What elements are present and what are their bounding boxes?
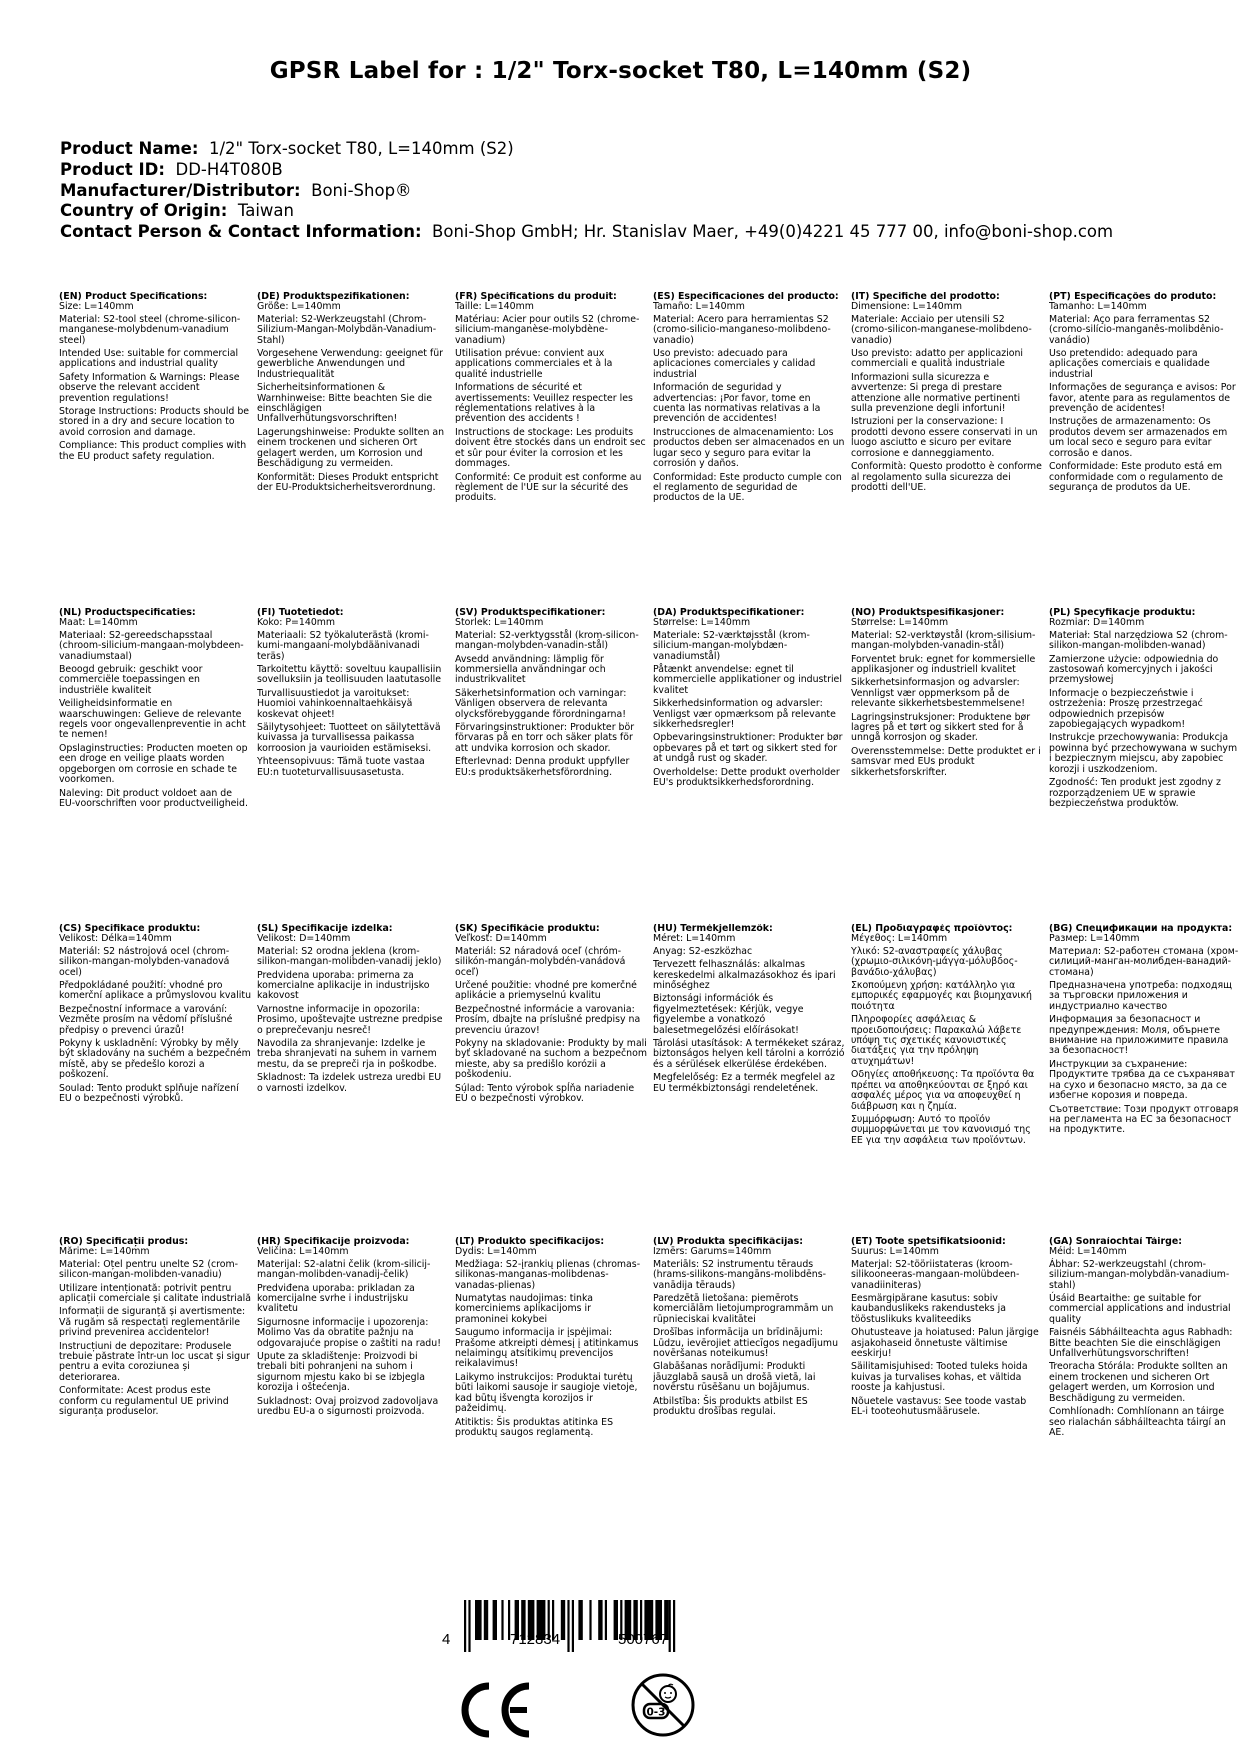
spec-line: Biztonsági információk és figyelmeztetések: Kérjük, vegye figyelembe a vonatkozó balesetmegelőzési előírásokat! (653, 993, 804, 1036)
label-title: GPSR Label for : 1/2" Torx-socket T80, L=140mm (S2) (269, 58, 972, 84)
barcode-bar (673, 1600, 675, 1652)
spec-section (1049, 608, 1241, 924)
spec-section (653, 924, 851, 1237)
spec-line: Informații de siguranță și avertismente: Vă rugăm să respectați reglementările privind prevenirea accidentelor! (59, 1306, 246, 1339)
barcode-bar (598, 1600, 602, 1640)
spec-size: Размер: L=140mm (1049, 933, 1140, 945)
spec-line: Navodila za shranjevanje: Izdelke je treba shranjevati na suhem in varnem mestu, da se prepreči rja in poškodbe. (257, 1038, 437, 1070)
spec-line: Anyag: S2-eszközhac (653, 945, 753, 957)
spec-heading: (HU) Termékjellemzők: (653, 924, 773, 934)
spec-section (851, 608, 1049, 924)
spec-line: Υλικό: S2-αναστραφείς χάλυβας (χρωμιο-σιλικόνη-μάγγα-μόλυβδος-βανάδιο-χάλυβας) (851, 945, 1018, 978)
barcode-right-digits: 500767 (618, 1631, 669, 1648)
spec-heading: (FI) Tuotetiedot: (257, 608, 344, 618)
spec-line: Instructions de stockage: Les produits doivent être stockés dans un endroit sec et sûr pour éviter la corrosion et les dommages. (455, 426, 646, 470)
spec-line: Conformidad: Este producto cumple con el reglamento de seguridad de productos de la UE. (653, 471, 842, 504)
spec-section (851, 1237, 1049, 1537)
spec-line: Beoogd gebruik: geschikt voor commerciële toepassingen en industriële kwaliteit (59, 664, 203, 696)
spec-line: Drošības informācija un brīdinājumi: Lūdzu, ievērojiet attiecīgos negadījumu novēršanas noteikumus! (653, 1327, 839, 1360)
spec-size: Size: L=140mm (59, 301, 134, 313)
spec-line: Material: S2-Werkzeugstahl (Chrom-Silizium-Mangan-Molybdän-Vanadium-Stahl) (257, 313, 437, 346)
barcode-bar (589, 1600, 591, 1640)
spec-line: Compliance: This product complies with the EU product safety regulation. (59, 440, 247, 462)
spec-line: Predviđena uporaba: prikladan za komercijalne svrhe i industrijsku kvalitetu (257, 1282, 415, 1315)
spec-line: Informazioni sulla sicurezza e avvertenze: Si prega di prestare attenzione alle normative pertinenti sulla prevenzione degli infortuni! (851, 371, 1021, 415)
spec-section (653, 1237, 851, 1537)
spec-line: Medžiaga: S2-įrankių plienas (chromas-silikonas-manganas-molibdenas-vanadas-plienas) (455, 1258, 641, 1291)
spec-line: Zamierzone użycie: odpowiednia do zastosowań komercyjnych i jakości przemysłowej (1049, 653, 1219, 686)
spec-line: Naleving: Dit product voldoet aan de EU-voorschriften voor productveiligheid. (59, 787, 248, 809)
spec-line: Veiligheidsinformatie en waarschuwingen: Gelieve de relevante regels voor ongevallenpreventie in acht te nemen! (59, 698, 246, 741)
spec-line: Instrucciones de almacenamiento: Los productos deben ser almacenados en un lugar seco y seguro para evitar la corrosión y daños. (653, 426, 845, 470)
spec-line: Avsedd användning: lämplig för kommersiella användningar och industrikvalitet (455, 653, 606, 686)
barcode-bar (669, 1600, 671, 1652)
spec-line: Pokyny na skladovanie: Produkty by mali byť skladované na suchom a bezpečnom mieste, aby sa predišlo korózii a poškodeniu. (455, 1038, 647, 1081)
spec-line: Информация за безопасност и предупреждения: Моля, обърнете внимание на приложимите правила за безопасност! (1049, 1014, 1229, 1057)
spec-line: Material: Acero para herramientas S2 (cromo-silicio-manganeso-molibdeno-vanadio) (653, 313, 831, 346)
spec-line: Säilytysohjeet: Tuotteet on säilytettävä kuivassa ja turvallisessa paikassa korroosion ja vaurioiden estämiseksi. (257, 722, 441, 754)
spec-line: Atbilstība: Šis produkts atbilst ES produktu drošības regulai. (653, 1395, 808, 1418)
spec-size: Taille: L=140mm (455, 301, 534, 313)
spec-heading: (NO) Produktspesifikasjoner: (851, 608, 1005, 618)
spec-size: Koko: P=140mm (257, 617, 336, 629)
spec-line: Faisnéis Sábháilteachta agus Rabhadh: Bitte beachten Sie die einschlägigen Unfallverhütungsvorschriften! (1049, 1327, 1233, 1360)
spec-size: Veličina: L=140mm (257, 1246, 349, 1258)
spec-line: Istruzioni per la conservazione: I prodotti devono essere conservati in un luogo asciutto e sicuro per evitare corrosione e danneggiamento. (851, 416, 1038, 459)
spec-line: Vorgesehene Verwendung: geeignet für gewerbliche Anwendungen und Industriequalität (257, 348, 443, 380)
spec-line: Úsáid Beartaithe: ge suitable for commercial applications and industrial quality (1049, 1293, 1231, 1325)
spec-heading: (BG) Спецификации на продукта: (1049, 924, 1233, 934)
spec-line: Materiale: S2-værktøjsstål (krom-silicium-mangan-molybdæn-vanadiumstål) (653, 629, 810, 662)
barcode-bar (561, 1600, 565, 1640)
spec-section (455, 924, 653, 1237)
spec-heading: (CS) Specifikace produktu: (59, 924, 201, 934)
spec-line: Förvaringsinstruktioner: Produkter bör förvaras på en torr och säker plats för att undvika korrosion och skador. (455, 722, 635, 754)
spec-line: Ohutusteave ja hoiatused: Palun järgige asjakohaseid õnnetuste vältimise eeskirju! (851, 1327, 1039, 1360)
info-value: 1/2" Torx-socket T80, L=140mm (S2) (208, 139, 514, 158)
spec-line: Bezpečnostní informace a varování: Vezměte prosím na vědomí příslušné předpisy o prevenci úrazů! (59, 1003, 233, 1036)
barcode-bar (468, 1600, 470, 1652)
spec-heading: (ES) Especificaciones del producto: (653, 292, 839, 302)
spec-line: Σκοπούμενη χρήση: κατάλληλο για εμπορικές εφαρμογές και βιομηχανική ποιότητα (851, 980, 1032, 1012)
spec-line: Påtænkt anvendelse: egnet til kommercielle applikationer og industriel kvalitet (653, 664, 842, 696)
barcode-left-digits: 712834 (510, 1631, 561, 1648)
spec-line: Soulad: Tento produkt splňuje nařízení EU o bezpečnosti výrobků. (59, 1082, 239, 1105)
barcode-bar (578, 1600, 582, 1640)
spec-line: Materijal: S2-alatni čelik (krom-silicij-mangan-molibden-vanadij-čelik) (257, 1258, 431, 1281)
contact-row (60, 222, 1113, 243)
manufacturer-row (60, 181, 1113, 202)
spec-line: Megfelelőség: Ez a termék megfelel az EU termékbiztonsági rendeletének. (653, 1072, 835, 1094)
spec-heading: (ET) Toote spetsifikatsioonid: (851, 1237, 1006, 1247)
spec-heading: (SK) Špecifikácie produktu: (455, 924, 600, 934)
spec-heading: (NL) Productspecificaties: (59, 608, 196, 618)
spec-section (851, 292, 1049, 608)
spec-line: Matériau: Acier pour outils S2 (chrome-silicium-manganèse-molybdène-vanadium) (455, 313, 640, 346)
country-row (60, 201, 1113, 222)
spec-line: Storage Instructions: Products should be stored in a dry and secure location to avoid corrosion and damage. (59, 406, 250, 438)
spec-line: Yhteensopivuus: Tämä tuote vastaa EU:n tuoteturvallisuusasetusta. (257, 756, 425, 778)
barcode-bar (572, 1600, 574, 1652)
spec-line: Ábhar: S2-werkzeugstahl (chrom-silizium-mangan-molybdän-vanadium-stahl) (1049, 1258, 1230, 1291)
spec-line: Materiale: Acciaio per utensili S2 (cromo-silicon-manganese-molibdeno-vanadio) (851, 313, 1032, 346)
spec-line: Zgodność: Ten produkt jest zgodny z rozporządzeniem UE w sprawie bezpieczeństwa produktów. (1049, 777, 1221, 809)
spec-heading: (HR) Specifikacije proizvoda: (257, 1237, 410, 1247)
spec-line: Laikymo instrukcijos: Produktai turėtų būti laikomi sausoje ir saugioje vietoje, kad būtų išvengta korozijos ir pažeidimų. (455, 1371, 638, 1415)
spec-line: Materiaal: S2-gereedschapsstaal (chroom-silicium-mangaan-molybdeen-vanadiumstaal) (59, 629, 244, 662)
spec-line: Conformità: Questo prodotto è conforme al regolamento sulla sicurezza dei prodotti dell'UE. (851, 461, 1042, 493)
spec-line: Forventet bruk: egnet for kommersielle applikasjoner og industriell kvalitet (851, 653, 1036, 676)
spec-section (1049, 924, 1241, 1237)
product-name-row (60, 139, 1113, 160)
spec-line: Uso previsto: adecuado para aplicaciones comerciales y calidad industrial (653, 348, 816, 380)
spec-line: Glabāšanas norādījumi: Produkti jāuzglabā sausā un drošā vietā, lai novērstu rūsēšanu un bojājumus. (653, 1361, 816, 1394)
spec-line: Material: S2 orodna jeklena (krom-silikon-mangan-molibden-vanadij jeklo) (257, 945, 442, 968)
barcode-bar (567, 1600, 569, 1652)
spec-section (59, 924, 257, 1237)
spec-line: Saugumo informacija ir įspėjimai: Prašome atkreipti dėmesį į atitinkamus nelaimingų atsitikimų prevencijos reikalavimus! (455, 1327, 639, 1370)
spec-size: Méid: L=140mm (1049, 1246, 1127, 1258)
spec-line: Sukladnost: Ovaj proizvod zadovoljava uredbu EU-a o sigurnosti proizvoda. (257, 1395, 439, 1418)
spec-section (59, 1237, 257, 1537)
spec-line: Informations de sécurité et avertissements: Veuillez respecter les réglementations relatives à la prévention des accidents ! (455, 382, 633, 425)
spec-heading: (SL) Specifikacije izdelka: (257, 924, 393, 934)
spec-line: Intended Use: suitable for commercial applications and industrial quality (59, 348, 239, 370)
spec-section (653, 292, 851, 608)
info-value: DD-H4T080B (175, 159, 283, 179)
spec-line: Материал: S2-работен стомана (хром-силиций-манган-молибден-ванадий-стомана) (1049, 945, 1239, 978)
barcode-bar (493, 1600, 497, 1640)
spec-line: Material: S2-verktygsstål (krom-silicon-mangan-molybden-vanadin-stål) (455, 629, 639, 652)
spec-line: Pokyny k uskladnění: Výrobky by měly být skladovány na suchém a bezpečném místě, aby se předešlo korozi a poškození. (59, 1038, 251, 1081)
spec-line: Conformidade: Este produto está em conformidade com o regulamento de segurança de produtos da UE. (1049, 461, 1224, 493)
spec-line: Instrukcje przechowywania: Produkcja powinna być przechowywana w suchym i bezpiecznym miejscu, aby zapobiec korozji i uszkodzeniom. (1049, 732, 1238, 775)
spec-line: Materiał: Stal narzędziowa S2 (chrom-silikon-mangan-molibden-wanad) (1049, 629, 1228, 652)
spec-line: Utilisation prévue: convient aux applications commerciales et à la qualité industrielle (455, 348, 613, 380)
spec-size: Méret: L=140mm (653, 933, 736, 945)
spec-line: Safety Information & Warnings: Please observe the relevant accident prevention regulations! (59, 371, 240, 404)
spec-section (653, 608, 851, 924)
spec-line: Conformité: Ce produit est conforme au règlement de l'UE sur la sécurité des produits. (455, 471, 642, 504)
age-range-text: 0-3 (646, 1706, 666, 1719)
spec-section (257, 1237, 455, 1537)
spec-line: Varnostne informacije in opozorila: Prosimo, upoštevajte ustrezne predpise o preprečevanju nesreč! (257, 1003, 443, 1036)
spec-line: Lagerungshinweise: Produkte sollten an einem trockenen und sicheren Ort gelagert werden, um Korrosion und Beschädigung zu vermeiden. (257, 426, 445, 470)
spec-line: Efterlevnad: Denna produkt uppfyller EU:s produktsäkerhetsförordning. (455, 756, 630, 778)
spec-heading: (LV) Produkta specifikācijas: (653, 1237, 803, 1247)
spec-line: Οδηγίες αποθήκευσης: Τα προϊόντα θα πρέπει να αποθηκεύονται σε ξηρό και ασφαλές μέρος για να αποφευχθεί η διάβρωση και η ζημία. (851, 1069, 1035, 1112)
spec-line: Πληροφορίες ασφάλειας & προειδοποιήσεις: Παρακαλώ λάβετε υπόψη τις σχετικές κανονιστικές διατάξεις για την πρόληψη ατυχημάτων! (851, 1014, 1022, 1067)
barcode-bar (605, 1600, 607, 1640)
spec-heading: (IT) Specifiche del prodotto: (851, 292, 1000, 302)
spec-line: Materiaali: S2 työkaluterästä (kromi-kumi-mangaani-molybdäänivanadi teräs) (257, 629, 429, 662)
info-value: Boni-Shop GmbH; Hr. Stanislav Maer, +49(0)4221 45 777 00, info@boni-shop.com (432, 222, 1114, 242)
spec-line: Tarkoitettu käyttö: soveltuu kaupallisiin sovelluksiin ja teollisuuden laatutasolle (257, 664, 442, 686)
spec-line: Materiāls: S2 instrumentu tērauds (hrams-silikons-mangāns-molibdēns-vanādija tērauds) (653, 1258, 827, 1291)
spec-section (455, 608, 653, 924)
barcode-bar (464, 1600, 466, 1652)
spec-size: Tamaño: L=140mm (653, 301, 745, 313)
ean-barcode (442, 1600, 744, 1670)
spec-line: Tervezett felhasználás: alkalmas kereskedelmi alkalmazásokhoz és ipari minőséghez (653, 959, 836, 992)
spec-heading: (RO) Specificații produs: (59, 1237, 189, 1247)
spec-line: Uso previsto: adatto per applicazioni commerciali e qualità industriale (851, 348, 1024, 370)
spec-section (1049, 292, 1241, 608)
spec-size: Veľkosť: D=140mm (455, 933, 547, 945)
spec-line: Informações de segurança e avisos: Por favor, atente para as regulamentos de prevenção de acidentes! (1049, 382, 1236, 415)
spec-line: Opbevaringsinstruktioner: Produkter bør opbevares på et tørt og sikkert sted for at undgå rust og skader. (653, 732, 843, 765)
spec-line: Conformitate: Acest produs este conform cu regulamentul UE privind siguranța produselor. (59, 1385, 229, 1418)
info-value: Boni-Shop® (311, 180, 412, 200)
spec-size: Suurus: L=140mm (851, 1246, 939, 1258)
spec-heading: (DA) Produktspecifikationer: (653, 608, 805, 618)
info-label: Manufacturer/Distributor: (60, 180, 301, 200)
spec-heading: (PL) Specyfikacje produktu: (1049, 608, 1196, 618)
spec-line: Materiál: S2 nástrojová ocel (chrom-silikon-mangan-molybden-vanadová ocel) (59, 945, 230, 978)
spec-line: Předpokládané použití: vhodné pro komerční aplikace a průmyslovou kvalitu (59, 980, 252, 1002)
ce-mark-icon (455, 1680, 535, 1740)
spec-line: Opslaginstructies: Producten moeten op een droge en veilige plaats worden opgeborgen om corrosie en schade te voorkomen. (59, 742, 248, 786)
spec-line: Určené použitie: vhodné pre komerčné aplikácie a priemyselnú kvalitu (455, 980, 637, 1002)
spec-line: Material: Oțel pentru unelte S2 (crom-silicon-mangan-molibden-vanadiu) (59, 1258, 239, 1281)
spec-size: Izmērs: Garums=140mm (653, 1246, 772, 1258)
spec-line: Lagringsinstruksjoner: Produktene bør lagres på et tørt og sikkert sted for å unngå korrosjon og skader. (851, 711, 1031, 744)
barcode-bar (484, 1600, 488, 1640)
spec-line: Eesmärgipärane kasutus: sobiv kaubanduslikeks rakendusteks ja tööstuslikuks kvaliteediks (851, 1293, 1006, 1325)
spec-line: Uso pretendido: adequado para aplicações comerciais e qualidade industrial (1049, 348, 1210, 380)
spec-size: Størrelse: L=140mm (653, 617, 751, 629)
spec-size: Mărime: L=140mm (59, 1246, 150, 1258)
spec-size: Tamanho: L=140mm (1049, 301, 1147, 313)
spec-line: Informacje o bezpieczeństwie i ostrzeżenia: Proszę przestrzegać odpowiednich przepisów zapobiegających wypadkom! (1049, 687, 1203, 731)
spec-section (257, 608, 455, 924)
spec-line: Instruções de armazenamento: Os produtos devem ser armazenados em um local seco e seguro para evitar corrosão e danos. (1049, 416, 1228, 459)
info-value: Taiwan (237, 201, 294, 221)
age-warning-icon (630, 1672, 696, 1738)
spec-size: Rozmiar: D=140mm (1049, 617, 1145, 629)
info-label: Product ID: (60, 159, 165, 179)
spec-line: Nõuetele vastavus: See toode vastab EL-i tooteohutusmäärusele. (851, 1395, 1027, 1418)
spec-size: Dimensione: L=140mm (851, 301, 962, 313)
spec-section (1049, 1237, 1241, 1537)
spec-line: Upute za skladištenje: Proizvodi bi trebali biti pohranjeni na suhom i sigurnom mjestu kako bi se izbjegla korozija i oštećenja. (257, 1351, 425, 1394)
info-label: Contact Person & Contact Information: (60, 222, 422, 242)
spec-section (455, 292, 653, 608)
barcode-bar (475, 1600, 482, 1640)
spec-line: Comhlíonadh: Comhlíonann an táirge seo rialachán sábháilteachta táirgí an AE. (1049, 1406, 1226, 1438)
spec-heading: (FR) Spécifications du produit: (455, 292, 617, 302)
barcode-bar (501, 1600, 503, 1640)
spec-size: Μέγεθος: L=140mm (851, 933, 948, 945)
spec-line: Sicherheitsinformationen & Warnhinweise: Bitte beachten Sie die einschlägigen Unfallverhütungsvorschriften! (257, 382, 433, 425)
barcode-lead-digit: 4 (442, 1631, 451, 1648)
spec-line: Sigurnosne informacije i upozorenja: Molimo Vas da obratite pažnju na odgovarajuće propise o zaštiti na radu! (257, 1316, 441, 1349)
spec-size: Velikost: Délka=140mm (59, 933, 172, 945)
spec-line: Material: Aço para ferramentas S2 (cromo-silício-manganês-molibdênio-vanádio) (1049, 313, 1224, 346)
spec-line: Säkerhetsinformation och varningar: Vänligen observera de relevanta olycksförebyggande förordningarna! (455, 687, 627, 720)
spec-line: Materjal: S2-tööriistateras (kroom-silikooneeras-mangaan-molübdeen-vanadiiniteras) (851, 1258, 1020, 1291)
spec-size: Größe: L=140mm (257, 301, 341, 313)
spec-line: Información de seguridad y advertencias: ¡Por favor, tome en cuenta las normativas relativas a la prevención de accidentes! (653, 382, 821, 425)
specifications-grid (59, 292, 1241, 1537)
spec-line: Instrucțiuni de depozitare: Produsele trebuie păstrate într-un loc uscat și sigur pentru a evita coroziunea și deteriorarea. (59, 1340, 250, 1383)
spec-section (257, 924, 455, 1237)
spec-heading: (PT) Especificações do produto: (1049, 292, 1217, 302)
spec-size: Velikost: D=140mm (257, 933, 351, 945)
spec-line: Paredzētā lietošana: piemērots komerciālām lietojumprogrammām un rūpnieciskai kvalitātei (653, 1293, 834, 1325)
product-info (60, 139, 1113, 243)
spec-line: Sikkerhedsinformation og advarsler: Venligst vær opmærksom på relevante sikkerhedsregler! (653, 698, 836, 731)
spec-heading: (DE) Produktspezifikationen: (257, 292, 410, 302)
spec-size: Maat: L=140mm (59, 617, 138, 629)
spec-line: Súlad: Tento výrobok spĺňa nariadenie EÚ o bezpečnosti výrobkov. (455, 1082, 635, 1105)
spec-section (59, 292, 257, 608)
spec-line: Utilizare intenționată: potrivit pentru aplicații comerciale și calitate industrială (59, 1282, 251, 1305)
spec-line: Overensstemmelse: Dette produktet er i samsvar med EUs produkt sikkerhetsforskrifter. (851, 745, 1041, 778)
spec-size: Storlek: L=140mm (455, 617, 544, 629)
spec-line: Atitiktis: Šis produktas atitinka ES produktų saugos reglamentą. (455, 1416, 614, 1438)
spec-line: Overholdelse: Dette produkt overholder EU's produktsikkerhedsforordning. (653, 766, 840, 789)
spec-line: Bezpečnostné informácie a varovania: Prosím, dbajte na príslušné predpisy na prevenciu úrazov! (455, 1003, 641, 1036)
spec-line: Предназначена употреба: подходящ за търговски приложения и индустриално качество (1049, 980, 1232, 1012)
spec-line: Sikkerhetsinformasjon og advarsler: Vennligst vær oppmerksom på de relevante sikkerhetsbestemmelsene! (851, 677, 1025, 710)
spec-line: Material: S2-tool steel (chrome-silicon-manganese-molybdenum-vanadium steel) (59, 313, 241, 346)
spec-line: Predvidena uporaba: primerna za komercialne aplikacije in industrijsko kakovost (257, 969, 430, 1002)
spec-section (455, 1237, 653, 1537)
info-label: Product Name: (60, 139, 199, 158)
spec-section (851, 924, 1049, 1237)
spec-section (257, 292, 455, 608)
spec-line: Säilitamisjuhised: Tooted tuleks hoida kuivas ja turvalises kohas, et vältida rooste ja kahjustusi. (851, 1361, 1028, 1394)
spec-heading: (LT) Produkto specifikacijos: (455, 1237, 605, 1247)
spec-line: Konformität: Dieses Produkt entspricht der EU-Produktsicherheitsverordnung. (257, 471, 439, 493)
spec-line: Tárolási utasítások: A termékeket száraz, biztonságos helyen kell tárolni a korrózió és a sérülések elkerülése érdekében. (653, 1038, 845, 1070)
spec-size: Dydis: L=140mm (455, 1246, 537, 1258)
spec-line: Materiál: S2 náradová oceľ (chróm-silikón-mangán-molybdén-vanádová oceľ) (455, 945, 626, 978)
spec-heading: (GA) Sonraíochtaí Táirge: (1049, 1237, 1182, 1247)
spec-line: Инструкции за съхранение: Продуктите трябва да се съхраняват на сухо и безопасно място, за да се избегне корозия и повреда. (1049, 1058, 1235, 1102)
spec-line: Numatytas naudojimas: tinka komerciniems aplikacijoms ir pramoninei kokybei (455, 1293, 593, 1325)
spec-line: Treoracha Stórála: Produkte sollten an einem trockenen und sicheren Ort gelagert werden, um Korrosion und Beschädigung zu vermeiden. (1049, 1361, 1228, 1404)
spec-line: Skladnost: Ta izdelek ustreza uredbi EU o varnosti izdelkov. (257, 1072, 442, 1094)
spec-line: Material: S2-verktøystål (krom-silisium-mangan-molybden-vanadin-stål) (851, 629, 1036, 652)
product-id-row (60, 160, 1113, 181)
spec-line: Съответствие: Този продукт отговаря на регламента на ЕС за безопасност на продуктите. (1049, 1103, 1239, 1136)
spec-heading: (EN) Product Specifications: (59, 292, 208, 302)
spec-line: Turvallisuustiedot ja varoitukset: Huomioi vahinkoennaltaehkäisyä koskevat ohjeet! (257, 687, 413, 720)
spec-line: Συμμόρφωση: Αυτό το προϊόν συμμορφώνεται με τον κανονισμό της ΕΕ για την ασφάλεια των προϊόντων. (851, 1113, 1031, 1146)
info-label: Country of Origin: (60, 201, 228, 221)
spec-heading: (EL) Προδιαγραφές προϊόντος: (851, 924, 1013, 934)
spec-size: Størrelse: L=140mm (851, 617, 949, 629)
spec-section (59, 608, 257, 924)
spec-heading: (SV) Produktspecifikationer: (455, 608, 606, 618)
